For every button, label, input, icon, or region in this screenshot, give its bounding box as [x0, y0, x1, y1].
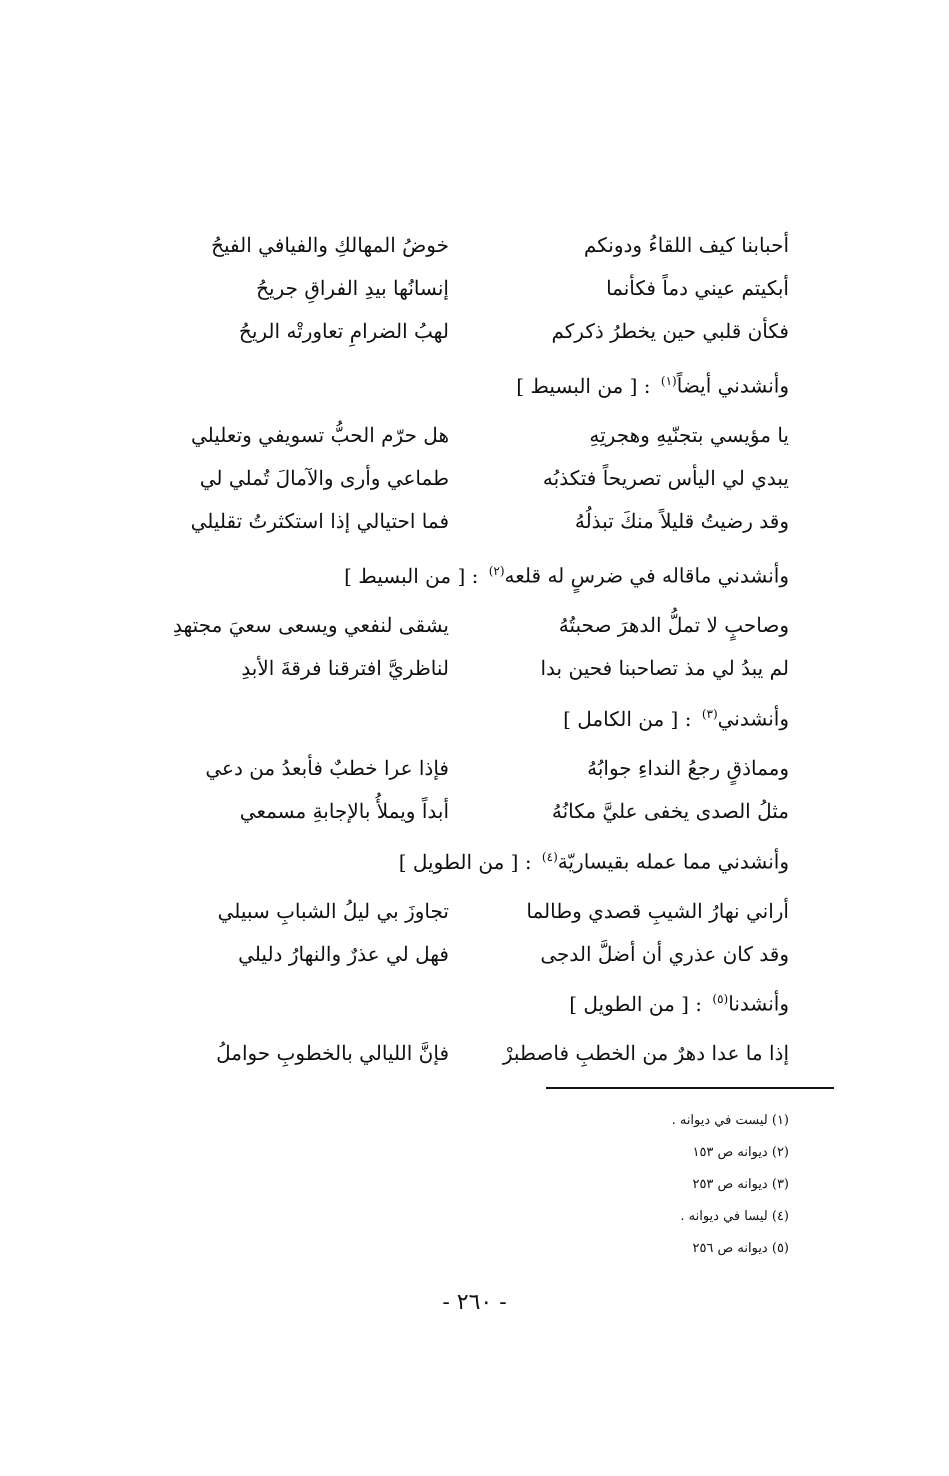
- second-hemistich: يشقى لنفعي ويسعى سعيَ مجتهدِ: [172, 612, 449, 637]
- poem-intro: [149, 693, 789, 736]
- verse: [149, 223, 789, 266]
- first-hemistich: وقد كان عذري أن أضلَّ الدجى: [540, 941, 789, 966]
- verse: [149, 456, 789, 499]
- intro-text: وأنشدني ماقاله في ضرسٍ له قلعه: [504, 563, 789, 588]
- second-hemistich: فهل لي عذرٌ والنهارُ دليلي: [238, 941, 449, 966]
- second-hemistich: خوضُ المهالكِ والفيافي الفيحُ: [211, 232, 449, 257]
- footnote-marker: (١): [660, 374, 677, 388]
- poem-3: [149, 550, 789, 689]
- poem-4: [149, 693, 789, 832]
- poem-intro: [149, 836, 789, 879]
- footnote: (٢) ديوانه ص ١٥٣: [692, 1145, 789, 1160]
- meter-label: : [ من الطويل ]: [398, 849, 532, 874]
- verse: [149, 499, 789, 542]
- verse: [149, 646, 789, 689]
- second-hemistich: لناظريَّ افترقنا فرقةَ الأبدِ: [241, 655, 449, 680]
- footnotes: [389, 1105, 789, 1265]
- verse: [149, 932, 789, 975]
- second-hemistich: هل حرّم الحبُّ تسويفي وتعليلي: [190, 422, 449, 447]
- poem-5: [149, 836, 789, 975]
- first-hemistich: أحبابنا كيف اللقاءُ ودونكم: [583, 232, 789, 257]
- poem-intro: [149, 978, 789, 1021]
- first-hemistich: فكأن قلبي حين يخطرُ ذكركم: [551, 318, 789, 343]
- meter-label: : [ من الطويل ]: [569, 991, 703, 1016]
- second-hemistich: لهبُ الضرامِ تعاورتْه الريحُ: [238, 318, 449, 343]
- intro-text: وأنشدنا: [728, 991, 789, 1016]
- meter-label: : [ من البسيط ]: [516, 373, 651, 398]
- footnote-separator: [546, 1087, 834, 1089]
- second-hemistich: فإذا عرا خطبٌ فأبعدُ من دعي: [205, 755, 449, 780]
- verse: [149, 266, 789, 309]
- second-hemistich: تجاوزَ بي ليلُ الشبابِ سبيلي: [217, 898, 449, 923]
- meter-label: : [ من البسيط ]: [344, 563, 479, 588]
- footnote: (١) ليست في ديوانه .: [671, 1113, 789, 1128]
- intro-text: وأنشدني أيضاً: [676, 373, 789, 398]
- first-hemistich: وقد رضيتُ قليلاً منكَ تبذلُهُ: [574, 508, 789, 533]
- first-hemistich: مثلُ الصدى يخفى عليَّ مكانُهُ: [551, 798, 789, 823]
- first-hemistich: وصاحبٍ لا تملُّ الدهرَ صحبتُهُ: [558, 612, 789, 637]
- footnote: (٣) ديوانه ص ٢٥٣: [692, 1177, 789, 1192]
- first-hemistich: أبكيتم عيني دماً فكأنما: [606, 275, 789, 300]
- second-hemistich: إنسانُها بيدِ الفراقِ جريحُ: [256, 275, 449, 300]
- second-hemistich: فإنَّ الليالي بالخطوبِ حواملُ: [216, 1040, 449, 1065]
- page-number: - ٢٦٠ -: [442, 1290, 507, 1315]
- intro-text: وأنشدني: [717, 706, 789, 731]
- intro-text: وأنشدني مما عمله بقيساريّة: [557, 849, 789, 874]
- footnote: (٤) ليسا في ديوانه .: [680, 1209, 789, 1224]
- second-hemistich: طماعي وأرى والآمالَ تُملي لي: [199, 465, 449, 490]
- footnote: (٥) ديوانه ص ٢٥٦: [692, 1241, 789, 1256]
- poem-intro: [149, 550, 789, 593]
- first-hemistich: إذا ما عدا دهرٌ من الخطبِ فاصطبرْ: [502, 1040, 789, 1065]
- verse: [149, 1031, 789, 1074]
- first-hemistich: ومماذقٍ رجعُ النداءِ جوابُهُ: [587, 755, 789, 780]
- first-hemistich: لم يبدُ لي مذ تصاحبنا فحين بدا: [540, 655, 789, 680]
- verse: [149, 889, 789, 932]
- second-hemistich: أبداً ويملأُ بالإجابةِ مسمعي: [239, 798, 449, 823]
- verse: [149, 413, 789, 456]
- verse: [149, 309, 789, 352]
- first-hemistich: أراني نهارُ الشيبِ قصدي وطالما: [526, 898, 789, 923]
- meter-label: : [ من الكامل ]: [563, 706, 692, 731]
- footnote-marker: (٤): [541, 850, 558, 864]
- footnote-marker: (٥): [712, 992, 729, 1006]
- verse: [149, 603, 789, 646]
- verse: [149, 746, 789, 789]
- second-hemistich: فما احتيالي إذا استكثرتُ تقليلي: [190, 508, 449, 533]
- first-hemistich: يا مؤيسي بتجنّيهِ وهجرتِهِ: [589, 422, 789, 447]
- footnote-marker: (٣): [701, 707, 718, 721]
- first-hemistich: يبدي لي اليأس تصريحاً فتكذبُه: [542, 465, 789, 490]
- poem-intro: [149, 360, 789, 403]
- verse: [149, 789, 789, 832]
- poem-2: [149, 360, 789, 542]
- poem-6: [149, 978, 789, 1074]
- poem-1: [149, 223, 789, 352]
- footnote-marker: (٢): [488, 564, 505, 578]
